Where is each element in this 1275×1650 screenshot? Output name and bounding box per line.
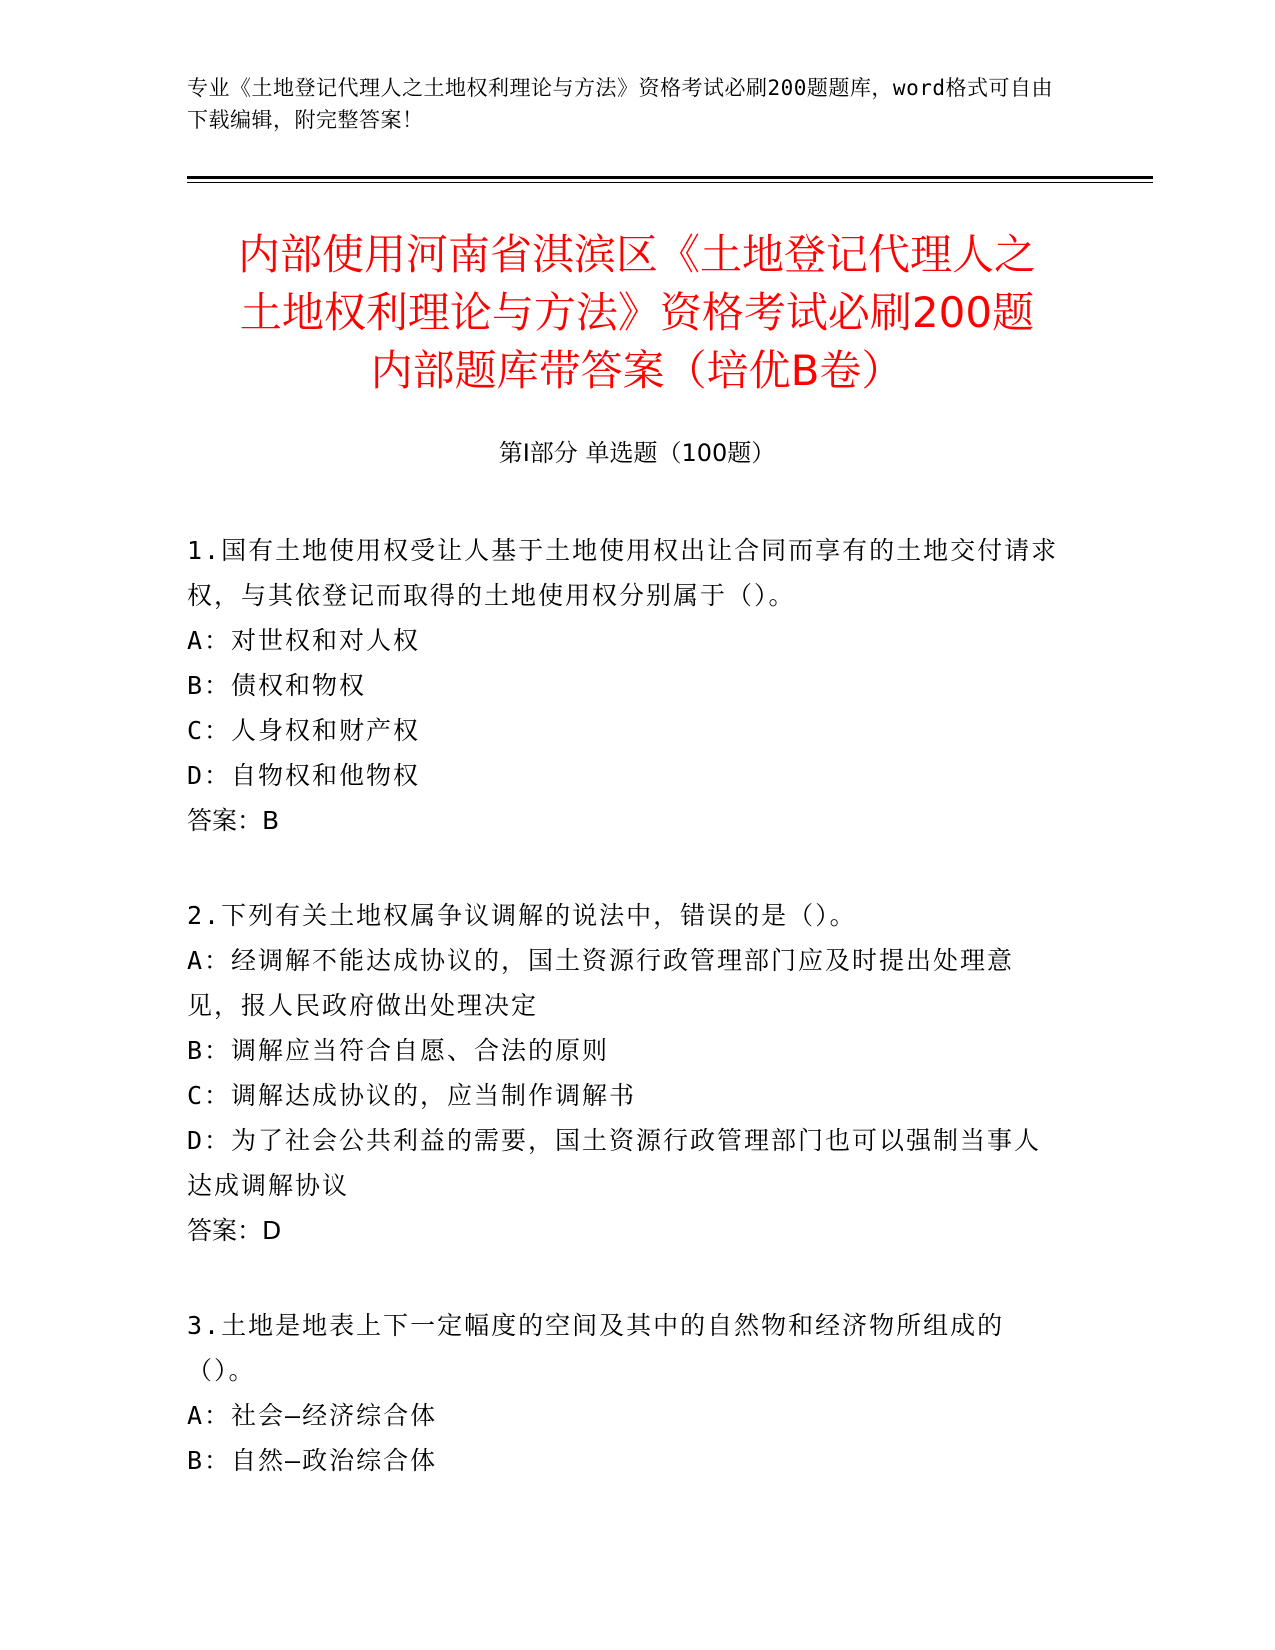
question-stem: 1.国有土地使用权受让人基于土地使用权出让合同而享有的土地交付请求权，与其依登记而取得的土地使用权分别属于（）。 [187, 536, 1059, 610]
question-3 [187, 1303, 1067, 1483]
question-1 [187, 528, 1067, 843]
document-title [187, 226, 1087, 400]
option-b: B：债权和物权 [187, 671, 367, 700]
option-b: B：调解应当符合自愿、合法的原则 [187, 1036, 610, 1065]
title-line-1: 内部使用河南省淇滨区《土地登记代理人之 [237, 230, 1036, 279]
answer-line: 答案：B [187, 806, 280, 835]
option-a: A：经调解不能达成协议的，国土资源行政管理部门应及时提出处理意见，报人民政府做出处理决定 [187, 946, 1015, 1020]
section-heading: 第Ⅰ部分 单选题（100题） [498, 439, 776, 467]
option-c: C：人身权和财产权 [187, 716, 421, 745]
option-a: A：对世权和对人权 [187, 626, 421, 655]
option-b: B：自然—政治综合体 [187, 1446, 438, 1475]
question-list [187, 528, 1067, 1533]
header-note: 专业《土地登记代理人之土地权利理论与方法》资格考试必刷200题题库，word格式可自由下载编辑，附完整答案！ [187, 76, 1053, 132]
question-stem: 3.土地是地表上下一定幅度的空间及其中的自然物和经济物所组成的（）。 [187, 1311, 1005, 1385]
option-a: A：社会—经济综合体 [187, 1401, 438, 1430]
title-line-3: 内部题库带答案（培优B卷） [370, 346, 904, 395]
question-stem: 2.下列有关土地权属争议调解的说法中，错误的是（）。 [187, 901, 857, 930]
header-divider-thick [187, 176, 1153, 179]
option-d: D：自物权和他物权 [187, 761, 421, 790]
header-divider-thin [187, 182, 1153, 183]
answer-line: 答案：D [187, 1216, 282, 1245]
option-d: D：为了社会公共利益的需要，国土资源行政管理部门也可以强制当事人达成调解协议 [187, 1126, 1042, 1200]
question-2 [187, 893, 1067, 1253]
title-line-2: 土地权利理论与方法》资格考试必刷200题 [239, 288, 1035, 337]
option-c: C：调解达成协议的，应当制作调解书 [187, 1081, 637, 1110]
